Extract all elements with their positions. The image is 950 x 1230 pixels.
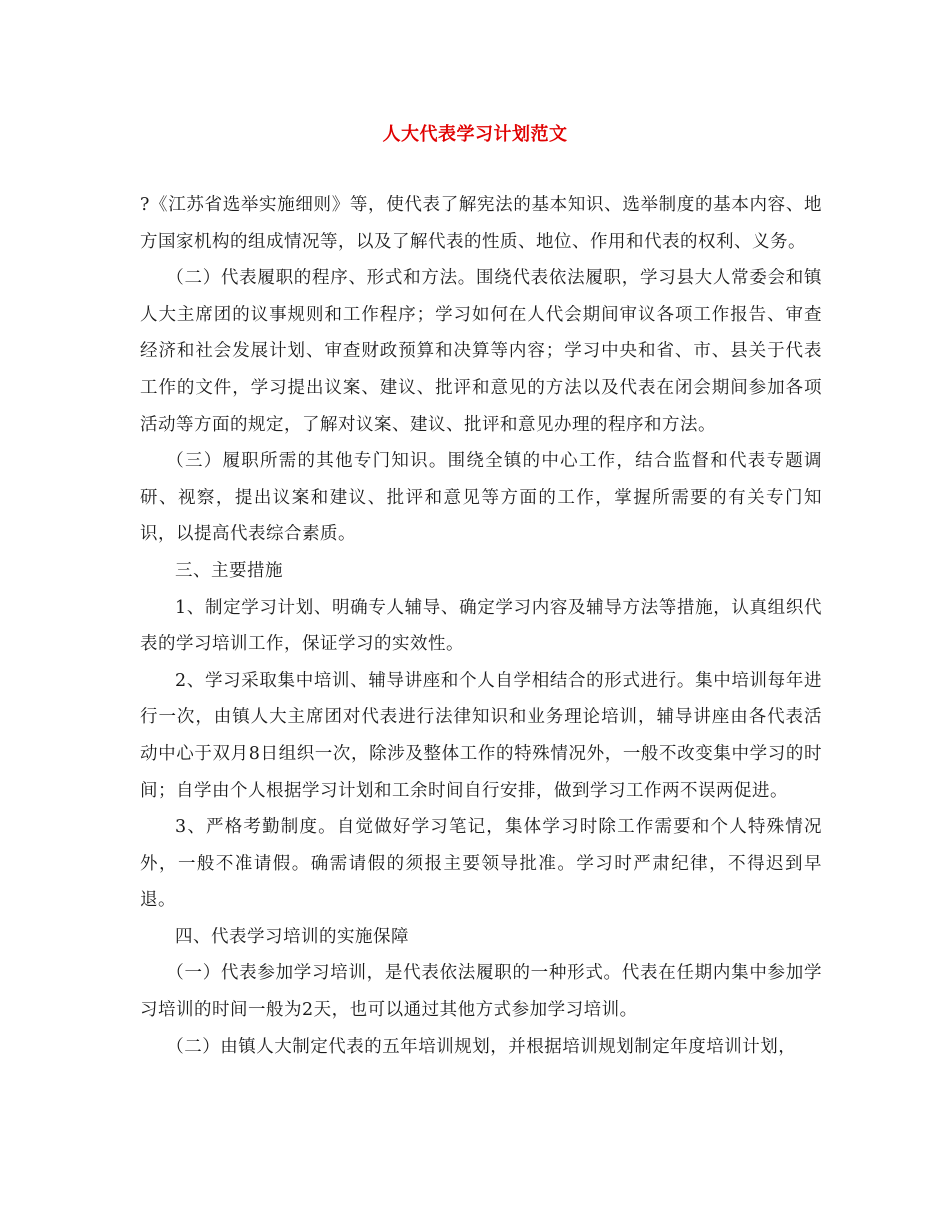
section-heading-measures: 三、主要措施: [175, 560, 283, 581]
paragraph-measure-2: 2、学习采取集中培训、辅导讲座和个人自学相结合的形式进行。集中培训每年进行一次，由镇人大主席团对代表进行法律知识和业务理论培训，辅导讲座由各代表活动中心于双月8日组织一次，除涉及整体工作的特殊情况外，一般不改变集中学习的时间；自学由个人根据学习计划和工余时间自行安排，做到学习工作两不误两促进。: [140, 670, 822, 801]
paragraph-measure-1: 1、制定学习计划、明确专人辅导、确定学习内容及辅导方法等措施，认真组织代表的学习培训工作，保证学习的实效性。: [140, 597, 822, 655]
paragraph-guarantee-2: （二）由镇人大制定代表的五年培训规划，并根据培训规划制定年度培训计划，: [166, 1036, 797, 1057]
section-heading-guarantee: 四、代表学习培训的实施保障: [175, 926, 409, 947]
paragraph-procedure: （二）代表履职的程序、形式和方法。围绕代表依法履职，学习县大人常委会和镇人大主席团的议事规则和工作程序；学习如何在人代会期间审议各项工作报告、审查经济和社会发展计划、审查财政预算和决算等内容；学习中央和省、市、县关于代表工作的文件，学习提出议案、建议、批评和意见的方法以及代表在闭会期间参加各项活动等方面的规定，了解对议案、建议、批评和意见办理的程序和方法。: [140, 268, 822, 435]
paragraph-knowledge: （三）履职所需的其他专门知识。围绕全镇的中心工作，结合监督和代表专题调研、视察，提出议案和建议、批评和意见等方面的工作，掌握所需要的有关专门知识，以提高代表综合素质。: [140, 451, 822, 545]
document-title: 人大代表学习计划范文: [382, 124, 568, 145]
paragraph-guarantee-1: （一）代表参加学习培训，是代表依法履职的一种形式。代表在任期内集中参加学习培训的时间一般为2天，也可以通过其他方式参加学习培训。: [140, 963, 822, 1021]
paragraph-intro: ?《江苏省选举实施细则》等，使代表了解宪法的基本知识、选举制度的基本内容、地方国家机构的组成情况等，以及了解代表的性质、地位、作用和代表的权利、义务。: [140, 195, 822, 252]
document-body: [140, 187, 822, 1065]
paragraph-measure-3: 3、严格考勤制度。自觉做好学习笔记，集体学习时除工作需要和个人特殊情况外，一般不准请假。确需请假的须报主要领导批准。学习时严肃纪律，不得迟到早退。: [140, 817, 822, 911]
